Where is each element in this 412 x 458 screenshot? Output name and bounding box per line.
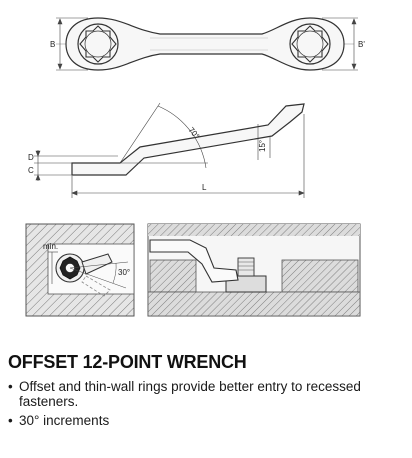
label-d: D [28,153,34,162]
label-l: L [202,183,207,192]
feature-item-increments: • 30° increments [8,413,408,428]
label-30-degrees: 30° [118,268,131,277]
feature-item-offset: • Offset and thin-wall rings provide better entry to recessed fasteners. [8,379,408,409]
label-c: C [28,166,34,175]
label-min: min. [43,242,59,251]
label-b-prime: B' [358,40,365,49]
label-angle-70: 70° [186,125,202,141]
wrench-top-view [56,18,355,70]
product-title: OFFSET 12-POINT WRENCH [8,352,247,372]
wrench-side-view [72,104,304,175]
label-b: B [50,40,56,49]
recess-section-right [148,224,360,316]
label-angle-15: 15° [258,139,267,152]
feature-list [8,379,408,432]
